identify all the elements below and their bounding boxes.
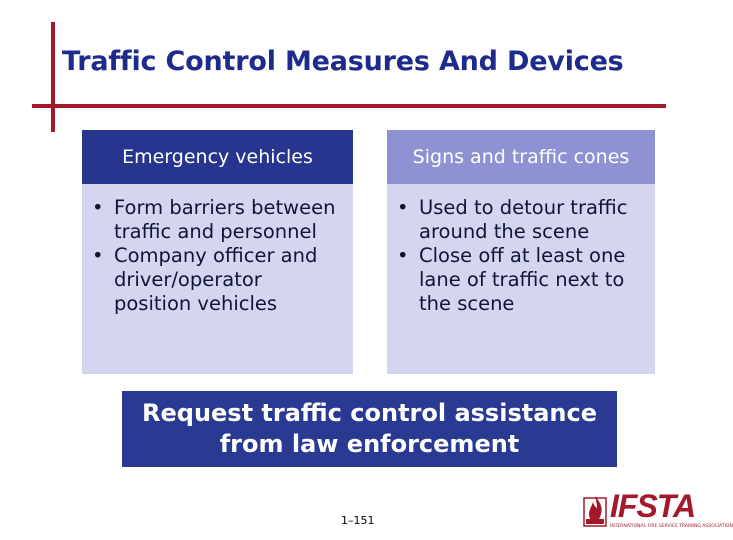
page-number: 1–151 [341, 514, 375, 527]
panel-body [387, 184, 655, 374]
bullet-list [92, 196, 345, 316]
emergency-vehicles-panel [82, 130, 353, 374]
bullet-list [397, 196, 647, 316]
panel-body [82, 184, 353, 374]
ifsta-logo [584, 488, 733, 531]
panel-heading: Signs and traffic cones [387, 130, 655, 184]
bullet-item: • Company officer and driver/operator position vehicles [92, 244, 345, 316]
signs-and-cones-panel [387, 130, 655, 374]
title-accent-horizontal-rule [32, 104, 666, 108]
bullet-item: • Close off at least one lane of traffic next to the scene [397, 244, 647, 316]
flame-logo-icon [584, 493, 608, 527]
law-enforcement-banner [122, 391, 617, 467]
banner-text: Request traffic control assistance from law enforcement [142, 399, 597, 458]
panel-heading: Emergency vehicles [82, 130, 353, 184]
logo-wordmark: IFSTA [610, 488, 696, 524]
bullet-item: • Used to detour traffic around the scene [397, 196, 647, 244]
title-accent-vertical-rule [51, 22, 55, 132]
slide-title: Traffic Control Measures And Devices [62, 46, 624, 77]
bullet-item: • Form barriers between traffic and personnel [92, 196, 345, 244]
logo-tagline: INTERNATIONAL FIRE SERVICE TRAINING ASSOCIATION [610, 524, 733, 529]
